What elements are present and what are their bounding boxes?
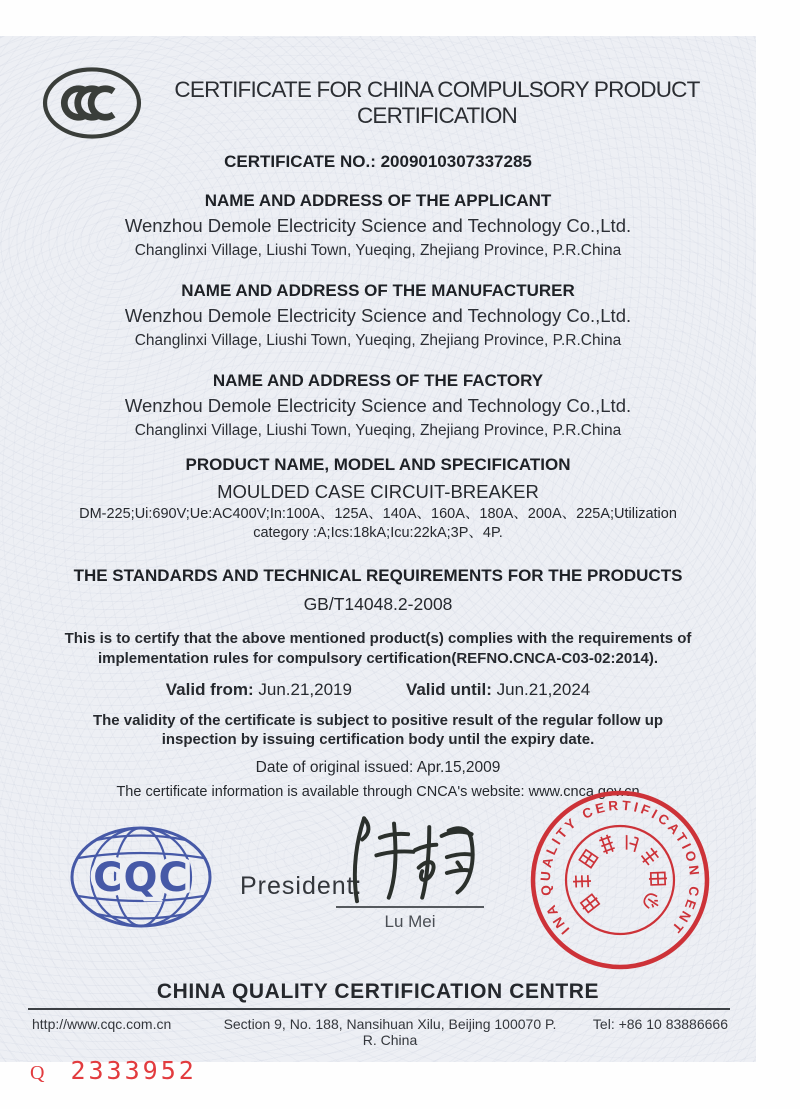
- product-heading: PRODUCT NAME, MODEL AND SPECIFICATION: [185, 455, 571, 474]
- valid-from-value: Jun.21,2019: [258, 680, 352, 699]
- standards-heading: THE STANDARDS AND TECHNICAL REQUIREMENTS FOR THE PRODUCTS: [73, 566, 683, 585]
- issuer-organization: CHINA QUALITY CERTIFICATION CENTRE: [156, 980, 600, 1003]
- stamp-outer-text: CHINA QUALITY CERTIFICATION CENTRE: [537, 797, 703, 938]
- issuer-telephone: Tel: +86 10 83886666: [592, 1016, 728, 1032]
- footer-divider: [28, 1008, 730, 1010]
- valid-from-label: Valid from:: [165, 680, 254, 699]
- manufacturer-heading: NAME AND ADDRESS OF THE MANUFACTURER: [181, 281, 575, 300]
- president-signature: [328, 806, 490, 910]
- manufacturer-name: Wenzhou Demole Electricity Science and Technology Co.,Ltd.: [124, 305, 632, 326]
- applicant-address: Changlinxi Village, Liushi Town, Yueqing, Zhejiang Province, P.R.China: [134, 242, 622, 259]
- product-name: MOULDED CASE CIRCUIT-BREAKER: [217, 481, 539, 502]
- valid-until-value: Jun.21,2024: [496, 680, 591, 699]
- issuer-website: http://www.cqc.com.cn: [32, 1016, 172, 1032]
- product-spec-line1: DM-225;Ui:690V;Ue:AC400V;In:100A、125A、140A、160A、180A、200A、225A;Utilization: [79, 506, 677, 522]
- serial-digits: 2333952: [70, 1056, 197, 1085]
- certificate-number: CERTIFICATE NO.: 2009010307337285: [224, 152, 532, 171]
- product-spec-line2: category :A;Ics:18kA;Icu:22kA;3P、4P.: [253, 525, 503, 541]
- certificate-title: CERTIFICATE FOR CHINA COMPULSORY PRODUCT CERTIFICATION: [174, 77, 700, 128]
- stamp-inner-chinese-text: [573, 834, 667, 914]
- certificate-paper: [0, 36, 756, 1062]
- valid-from: [166, 679, 352, 701]
- cqc-red-stamp: [528, 788, 712, 972]
- validity-note-line2: inspection by issuing certification body until the expiry date.: [161, 731, 595, 748]
- svg-text:CHINA QUALITY CERTIFICATION CE: [538, 798, 702, 938]
- cqc-logo-text: CQC: [93, 855, 189, 901]
- certificate-header: [0, 36, 756, 142]
- original-issue-date: Date of original issued: Apr.15,2009: [255, 759, 501, 776]
- valid-until: [406, 679, 590, 701]
- valid-until-label: Valid until:: [405, 680, 492, 699]
- applicant-name: Wenzhou Demole Electricity Science and Technology Co.,Ltd.: [124, 215, 632, 236]
- certificate-body: [0, 152, 756, 802]
- ccc-mark-icon: [40, 64, 144, 142]
- footer-contact-row: [28, 1016, 730, 1048]
- serial-prefix: Q: [30, 1062, 45, 1084]
- factory-address: Changlinxi Village, Liushi Town, Yueqing, Zhejiang Province, P.R.China: [134, 422, 622, 439]
- certify-statement-line2: implementation rules for compulsory certification(REFNO.CNCA-C03-02:2014).: [97, 650, 659, 667]
- validity-note-line1: The validity of the certificate is subject to positive result of the regular follow up: [92, 712, 664, 729]
- validity-row: [0, 679, 756, 701]
- cnca-website-note: The certificate information is available through CNCA's website: www.cnca.gov.cn: [116, 784, 640, 800]
- issuer-address: Section 9, No. 188, Nansihuan Xilu, Beijing 100070 P. R. China: [223, 1016, 557, 1048]
- factory-heading: NAME AND ADDRESS OF THE FACTORY: [212, 371, 544, 390]
- applicant-heading: NAME AND ADDRESS OF THE APPLICANT: [204, 191, 552, 210]
- signer-name: Lu Mei: [384, 912, 436, 931]
- serial-number: [30, 1056, 197, 1085]
- factory-name: Wenzhou Demole Electricity Science and Technology Co.,Ltd.: [124, 395, 632, 416]
- signature-line: [336, 906, 484, 908]
- standard-value: GB/T14048.2-2008: [303, 594, 453, 614]
- cqc-logo-icon: [66, 818, 216, 940]
- manufacturer-address: Changlinxi Village, Liushi Town, Yueqing, Zhejiang Province, P.R.China: [134, 332, 622, 349]
- certify-statement-line1: This is to certify that the above mentioned product(s) complies with the requirements of: [64, 630, 692, 647]
- president-label: President:: [240, 872, 363, 900]
